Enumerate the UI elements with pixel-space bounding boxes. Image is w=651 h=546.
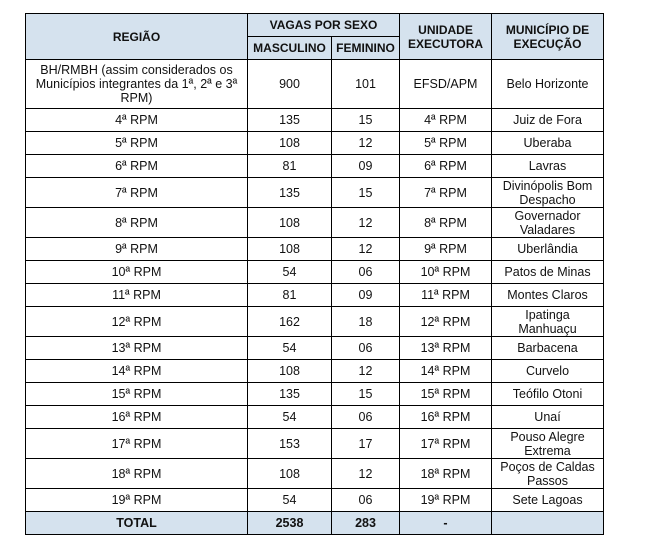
cell-municipio: Uberaba bbox=[492, 132, 604, 155]
cell-unidade: 9ª RPM bbox=[400, 238, 492, 261]
table-row bbox=[26, 109, 604, 132]
cell-unidade: 17ª RPM bbox=[400, 429, 492, 459]
cell-feminino: 12 bbox=[332, 208, 400, 238]
cell-masculino: 135 bbox=[248, 178, 332, 208]
cell-municipio: Juiz de Fora bbox=[492, 109, 604, 132]
cell-municipio: Curvelo bbox=[492, 360, 604, 383]
cell-regiao: BH/RMBH (assim considerados os Municípios integrantes da 1ª, 2ª e 3ª RPM) bbox=[26, 60, 248, 109]
cell-feminino: 12 bbox=[332, 360, 400, 383]
table-row bbox=[26, 261, 604, 284]
table-row bbox=[26, 60, 604, 109]
cell-masculino: 54 bbox=[248, 489, 332, 512]
cell-municipio: Uberlândia bbox=[492, 238, 604, 261]
cell-feminino: 15 bbox=[332, 109, 400, 132]
cell-feminino: 06 bbox=[332, 406, 400, 429]
cell-masculino: 135 bbox=[248, 109, 332, 132]
cell-feminino: 101 bbox=[332, 60, 400, 109]
cell-unidade: 10ª RPM bbox=[400, 261, 492, 284]
document-page bbox=[25, 13, 604, 535]
cell-masculino: 54 bbox=[248, 261, 332, 284]
total-municipio bbox=[492, 512, 604, 535]
cell-feminino: 17 bbox=[332, 429, 400, 459]
table-row bbox=[26, 489, 604, 512]
cell-feminino: 15 bbox=[332, 383, 400, 406]
cell-municipio: Patos de Minas bbox=[492, 261, 604, 284]
cell-municipio: Ipatinga Manhuaçu bbox=[492, 307, 604, 337]
cell-unidade: 7ª RPM bbox=[400, 178, 492, 208]
cell-regiao: 12ª RPM bbox=[26, 307, 248, 337]
header-masculino: MASCULINO bbox=[248, 37, 332, 60]
cell-masculino: 81 bbox=[248, 155, 332, 178]
table-row bbox=[26, 360, 604, 383]
cell-unidade: 6ª RPM bbox=[400, 155, 492, 178]
header-municipio-execucao: MUNICÍPIO DE EXECUÇÃO bbox=[492, 14, 604, 60]
cell-unidade: 18ª RPM bbox=[400, 459, 492, 489]
header-vagas-por-sexo: VAGAS POR SEXO bbox=[248, 14, 400, 37]
vagas-table bbox=[25, 13, 604, 535]
cell-feminino: 12 bbox=[332, 238, 400, 261]
cell-regiao: 8ª RPM bbox=[26, 208, 248, 238]
cell-regiao: 6ª RPM bbox=[26, 155, 248, 178]
header-regiao: REGIÃO bbox=[26, 14, 248, 60]
cell-unidade: 12ª RPM bbox=[400, 307, 492, 337]
cell-regiao: 10ª RPM bbox=[26, 261, 248, 284]
table-row bbox=[26, 178, 604, 208]
cell-feminino: 06 bbox=[332, 337, 400, 360]
cell-feminino: 15 bbox=[332, 178, 400, 208]
table-row bbox=[26, 238, 604, 261]
table-row bbox=[26, 406, 604, 429]
cell-regiao: 4ª RPM bbox=[26, 109, 248, 132]
cell-unidade: 15ª RPM bbox=[400, 383, 492, 406]
cell-feminino: 09 bbox=[332, 284, 400, 307]
cell-municipio: Teófilo Otoni bbox=[492, 383, 604, 406]
table-row bbox=[26, 383, 604, 406]
cell-regiao: 18ª RPM bbox=[26, 459, 248, 489]
cell-masculino: 81 bbox=[248, 284, 332, 307]
cell-masculino: 153 bbox=[248, 429, 332, 459]
cell-masculino: 108 bbox=[248, 459, 332, 489]
cell-unidade: 5ª RPM bbox=[400, 132, 492, 155]
cell-masculino: 135 bbox=[248, 383, 332, 406]
cell-masculino: 900 bbox=[248, 60, 332, 109]
cell-regiao: 9ª RPM bbox=[26, 238, 248, 261]
cell-masculino: 108 bbox=[248, 208, 332, 238]
table-row bbox=[26, 155, 604, 178]
total-unidade: - bbox=[400, 512, 492, 535]
cell-masculino: 108 bbox=[248, 132, 332, 155]
cell-unidade: 8ª RPM bbox=[400, 208, 492, 238]
cell-feminino: 18 bbox=[332, 307, 400, 337]
cell-masculino: 108 bbox=[248, 360, 332, 383]
header-row-1 bbox=[26, 14, 604, 37]
table-row bbox=[26, 284, 604, 307]
cell-feminino: 06 bbox=[332, 489, 400, 512]
table-row bbox=[26, 429, 604, 459]
cell-unidade: 16ª RPM bbox=[400, 406, 492, 429]
cell-regiao: 17ª RPM bbox=[26, 429, 248, 459]
cell-municipio: Unaí bbox=[492, 406, 604, 429]
cell-feminino: 12 bbox=[332, 459, 400, 489]
cell-regiao: 14ª RPM bbox=[26, 360, 248, 383]
table-footer bbox=[26, 512, 604, 535]
cell-municipio: Belo Horizonte bbox=[492, 60, 604, 109]
cell-municipio: Lavras bbox=[492, 155, 604, 178]
cell-unidade: EFSD/APM bbox=[400, 60, 492, 109]
cell-masculino: 162 bbox=[248, 307, 332, 337]
total-feminino: 283 bbox=[332, 512, 400, 535]
table-row bbox=[26, 459, 604, 489]
total-masculino: 2538 bbox=[248, 512, 332, 535]
table-row bbox=[26, 307, 604, 337]
cell-unidade: 19ª RPM bbox=[400, 489, 492, 512]
cell-masculino: 108 bbox=[248, 238, 332, 261]
cell-unidade: 14ª RPM bbox=[400, 360, 492, 383]
cell-municipio: Governador Valadares bbox=[492, 208, 604, 238]
cell-regiao: 7ª RPM bbox=[26, 178, 248, 208]
header-unidade-executora: UNIDADE EXECUTORA bbox=[400, 14, 492, 60]
cell-masculino: 54 bbox=[248, 406, 332, 429]
header-feminino: FEMININO bbox=[332, 37, 400, 60]
total-label: TOTAL bbox=[26, 512, 248, 535]
cell-municipio: Sete Lagoas bbox=[492, 489, 604, 512]
total-row bbox=[26, 512, 604, 535]
cell-regiao: 5ª RPM bbox=[26, 132, 248, 155]
cell-municipio: Poços de Caldas Passos bbox=[492, 459, 604, 489]
cell-municipio: Montes Claros bbox=[492, 284, 604, 307]
table-header bbox=[26, 14, 604, 60]
cell-regiao: 11ª RPM bbox=[26, 284, 248, 307]
cell-feminino: 09 bbox=[332, 155, 400, 178]
cell-feminino: 12 bbox=[332, 132, 400, 155]
cell-unidade: 11ª RPM bbox=[400, 284, 492, 307]
table-row bbox=[26, 208, 604, 238]
cell-municipio: Divinópolis Bom Despacho bbox=[492, 178, 604, 208]
table-row bbox=[26, 337, 604, 360]
cell-regiao: 16ª RPM bbox=[26, 406, 248, 429]
cell-regiao: 13ª RPM bbox=[26, 337, 248, 360]
table-row bbox=[26, 132, 604, 155]
cell-regiao: 15ª RPM bbox=[26, 383, 248, 406]
cell-municipio: Barbacena bbox=[492, 337, 604, 360]
cell-feminino: 06 bbox=[332, 261, 400, 284]
table-body bbox=[26, 60, 604, 512]
cell-masculino: 54 bbox=[248, 337, 332, 360]
cell-unidade: 13ª RPM bbox=[400, 337, 492, 360]
cell-unidade: 4ª RPM bbox=[400, 109, 492, 132]
cell-municipio: Pouso Alegre Extrema bbox=[492, 429, 604, 459]
cell-regiao: 19ª RPM bbox=[26, 489, 248, 512]
